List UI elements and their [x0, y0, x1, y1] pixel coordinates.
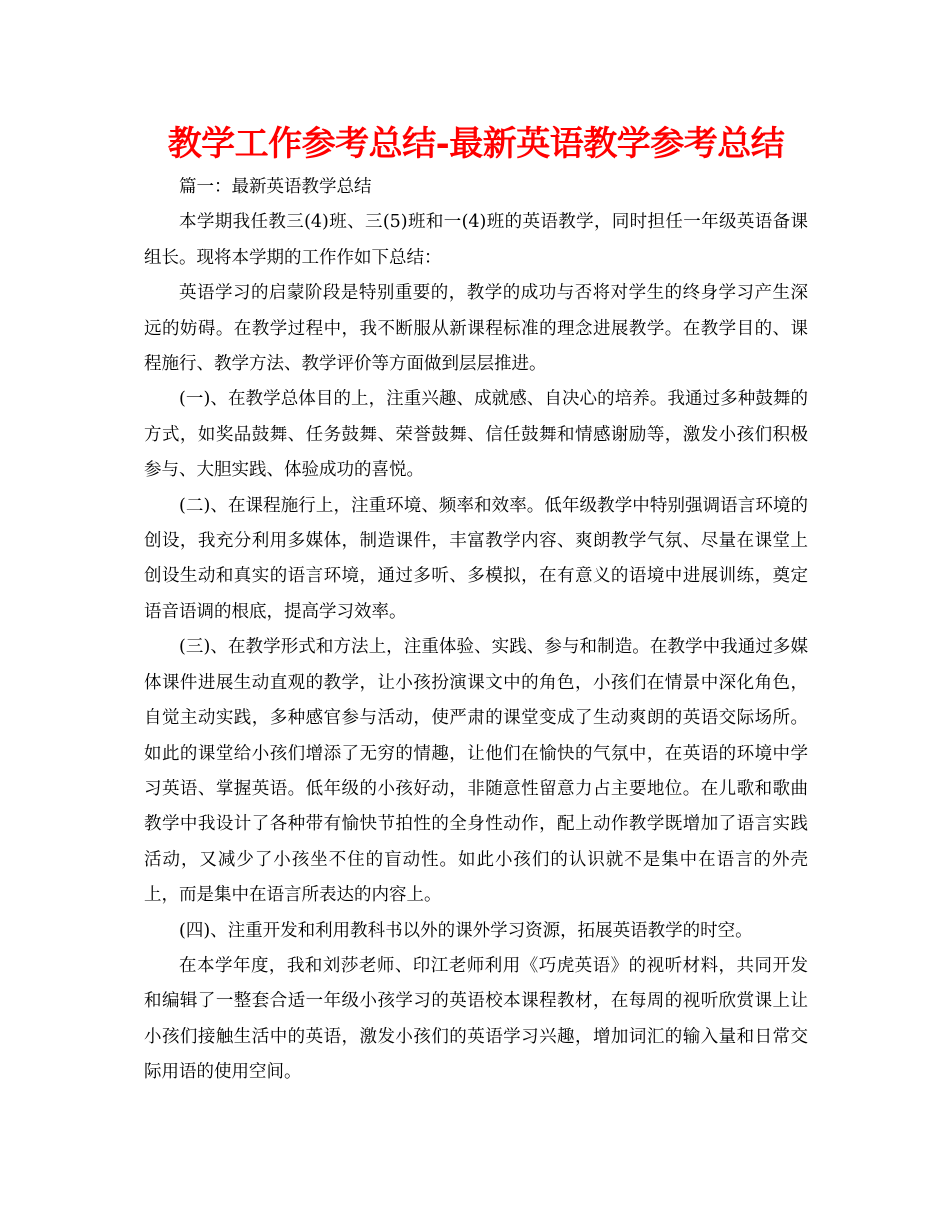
document-title: 教学工作参考总结-最新英语教学参考总结	[167, 124, 785, 164]
paragraph-point-4: (四)、注重开发和利用教科书以外的课外学习资源，拓展英语教学的时空。	[179, 920, 753, 941]
paragraph-point-1: (一)、在教学总体目的上，注重兴趣、成就感、自决心的培养。我通过多种鼓舞的方式，如奖品鼓舞、任务鼓舞、荣誉鼓舞、信任鼓舞和情感谢励等，激发小孩们积极参与、大胆实践、体验成功的喜悦。	[144, 389, 808, 481]
paragraph-point-2: (二)、在课程施行上，注重环境、频率和效率。低年级教学中特别强调语言环境的创设，我充分利用多媒体，制造课件，丰富教学内容、爽朗教学气氛、尽量在课堂上创设生动和真实的语言环境，通过多听、多模拟，在有意义的语境中进展训练，奠定语音语调的根底，提高学习效率。	[144, 495, 808, 622]
paragraph-resources: 在本学年度，我和刘莎老师、印江老师利用《巧虎英语》的视听材料，共同开发和编辑了一整套合适一年级小孩学习的英语校本课程教材，在每周的视听欣赏课上让小孩们接触生活中的英语，激发小孩们的英语学习兴趣，增加词汇的输入量和日常交际用语的使用空间。	[144, 955, 808, 1083]
section-heading: 篇一：最新英语教学总结	[179, 177, 372, 197]
document-page	[144, 118, 808, 1091]
paragraph-intro: 本学期我任教三(4)班、三(5)班和一(4)班的英语教学，同时担任一年级英语备课组长。现将本学期的工作作如下总结：	[144, 212, 808, 268]
paragraph-point-3: (三)、在教学形式和方法上，注重体验、实践、参与和制造。在教学中我通过多媒体课件进展生动直观的教学，让小孩扮演课文中的角色，小孩们在情景中深化角色，自觉主动实践，多种感官参与活动，使严肃的课堂变成了生动爽朗的英语交际场所。如此的课堂给小孩们增添了无穷的情趣，让他们在愉快的气氛中，在英语的环境中学习英语、掌握英语。低年级的小孩好动，非随意性留意力占主要地位。在儿歌和歌曲教学中我设计了各种带有愉快节拍性的全身性动作，配上动作教学既增加了语言实践活动，又减少了小孩坐不住的盲动性。如此小孩们的认识就不是集中在语言的外壳上，而是集中在语言所表达的内容上。	[144, 637, 808, 906]
paragraph-overview: 英语学习的启蒙阶段是特别重要的，教学的成功与否将对学生的终身学习产生深远的妨碍。在教学过程中，我不断服从新课程标准的理念进展教学。在教学目的、课程施行、教学方法、教学评价等方面做到层层推进。	[144, 283, 808, 375]
